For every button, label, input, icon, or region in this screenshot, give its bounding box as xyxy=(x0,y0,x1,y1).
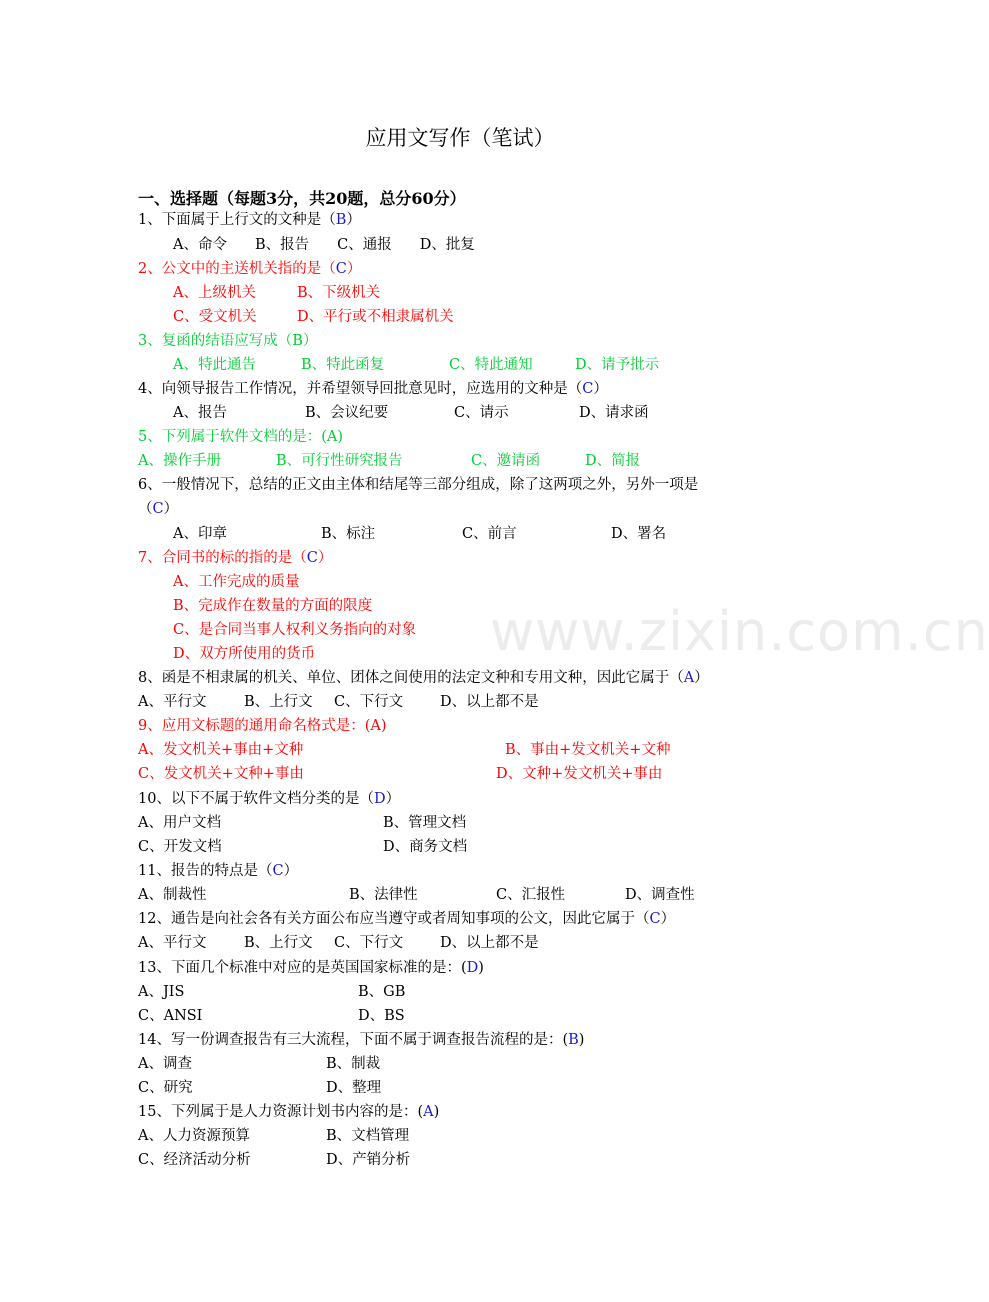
question-7-option-d: D、双方所使用的货币 xyxy=(173,646,316,662)
question-15-options-row2: C、经济活动分析 D、产销分析 xyxy=(138,1152,411,1168)
question-11: 11、报告的特点是（C） xyxy=(138,863,299,879)
section-heading: 一、选择题（每题3分，共20题，总分60分） xyxy=(138,189,466,208)
question-8-options: A、平行文 B、上行文 C、下行文 D、以上都不是 xyxy=(138,694,539,710)
question-14-options-row1: A、调查 B、制裁 xyxy=(138,1056,381,1072)
question-6-options: A、印章 B、标注 C、前言 D、署名 xyxy=(173,526,667,542)
question-3: 3、复函的结语应写成（B） xyxy=(138,333,318,349)
question-5-options: A、操作手册 B、可行性研究报告 C、邀请函 D、简报 xyxy=(138,453,641,469)
question-12-options: A、平行文 B、上行文 C、下行文 D、以上都不是 xyxy=(138,935,539,951)
question-7-option-a: A、工作完成的质量 xyxy=(173,574,300,590)
question-13-options-row1: A、JIS B、GB xyxy=(138,984,406,1000)
question-2-options-row1: A、上级机关 B、下级机关 xyxy=(173,285,381,301)
question-15-options-row1: A、人力资源预算 B、文档管理 xyxy=(138,1128,410,1144)
question-7: 7、合同书的标的指的是（C） xyxy=(138,550,333,566)
question-11-options: A、制裁性 B、法律性 C、汇报性 D、调查性 xyxy=(138,887,695,903)
question-13: 13、下面几个标准中对应的是英国国家标准的是：(D) xyxy=(138,960,484,976)
question-4-options: A、报告 B、会议纪要 C、请示 D、请求函 xyxy=(173,405,649,421)
question-10: 10、以下不属于软件文档分类的是（D） xyxy=(138,791,401,807)
question-9: 9、应用文标题的通用命名格式是：(A) xyxy=(138,718,387,734)
question-9-options-row1: A、发文机关+事由+文种 B、事由+发文机关+文种 xyxy=(138,742,671,758)
question-10-options-row1: A、用户文档 B、管理文档 xyxy=(138,815,467,831)
question-6-answer: （C） xyxy=(138,501,179,517)
question-7-option-c: C、是合同当事人权利义务指向的对象 xyxy=(173,622,417,638)
question-12: 12、通告是向社会各有关方面公布应当遵守或者周知事项的公文，因此它属于（C） xyxy=(138,911,676,927)
question-1: 1、下面属于上行文的文种是（B） xyxy=(138,212,361,228)
watermark: www.zixin.com.cn xyxy=(490,600,989,663)
question-15: 15、下列属于是人力资源计划书内容的是：(A) xyxy=(138,1104,440,1120)
question-14-options-row2: C、研究 D、整理 xyxy=(138,1080,382,1096)
question-6: 6、一般情况下，总结的正文由主体和结尾等三部分组成，除了这两项之外，另外一项是 xyxy=(138,477,699,493)
question-13-options-row2: C、ANSI D、BS xyxy=(138,1008,405,1024)
question-2: 2、公文中的主送机关指的是（C） xyxy=(138,261,362,277)
page-title: 应用文写作（笔试） xyxy=(365,126,555,150)
question-3-options: A、特此通告 B、特此函复 C、特此通知 D、请予批示 xyxy=(173,357,660,373)
question-8: 8、函是不相隶属的机关、单位、团体之间使用的法定文种和专用文种，因此它属于（A） xyxy=(138,670,709,686)
question-1-options: A、命令 B、报告 C、通报 D、批复 xyxy=(173,237,475,253)
question-9-options-row2: C、发文机关+文种+事由 D、文种+发文机关+事由 xyxy=(138,766,663,782)
question-14: 14、写一份调查报告有三大流程，下面不属于调查报告流程的是：(B) xyxy=(138,1032,585,1048)
question-10-options-row2: C、开发文档 D、商务文档 xyxy=(138,839,468,855)
question-5: 5、下列属于软件文档的是：(A) xyxy=(138,429,344,445)
question-7-option-b: B、完成作在数量的方面的限度 xyxy=(173,598,373,614)
question-4: 4、向领导报告工作情况，并希望领导回批意见时，应选用的文种是（C） xyxy=(138,381,608,397)
question-2-options-row2: C、受文机关 D、平行或不相隶属机关 xyxy=(173,309,454,325)
